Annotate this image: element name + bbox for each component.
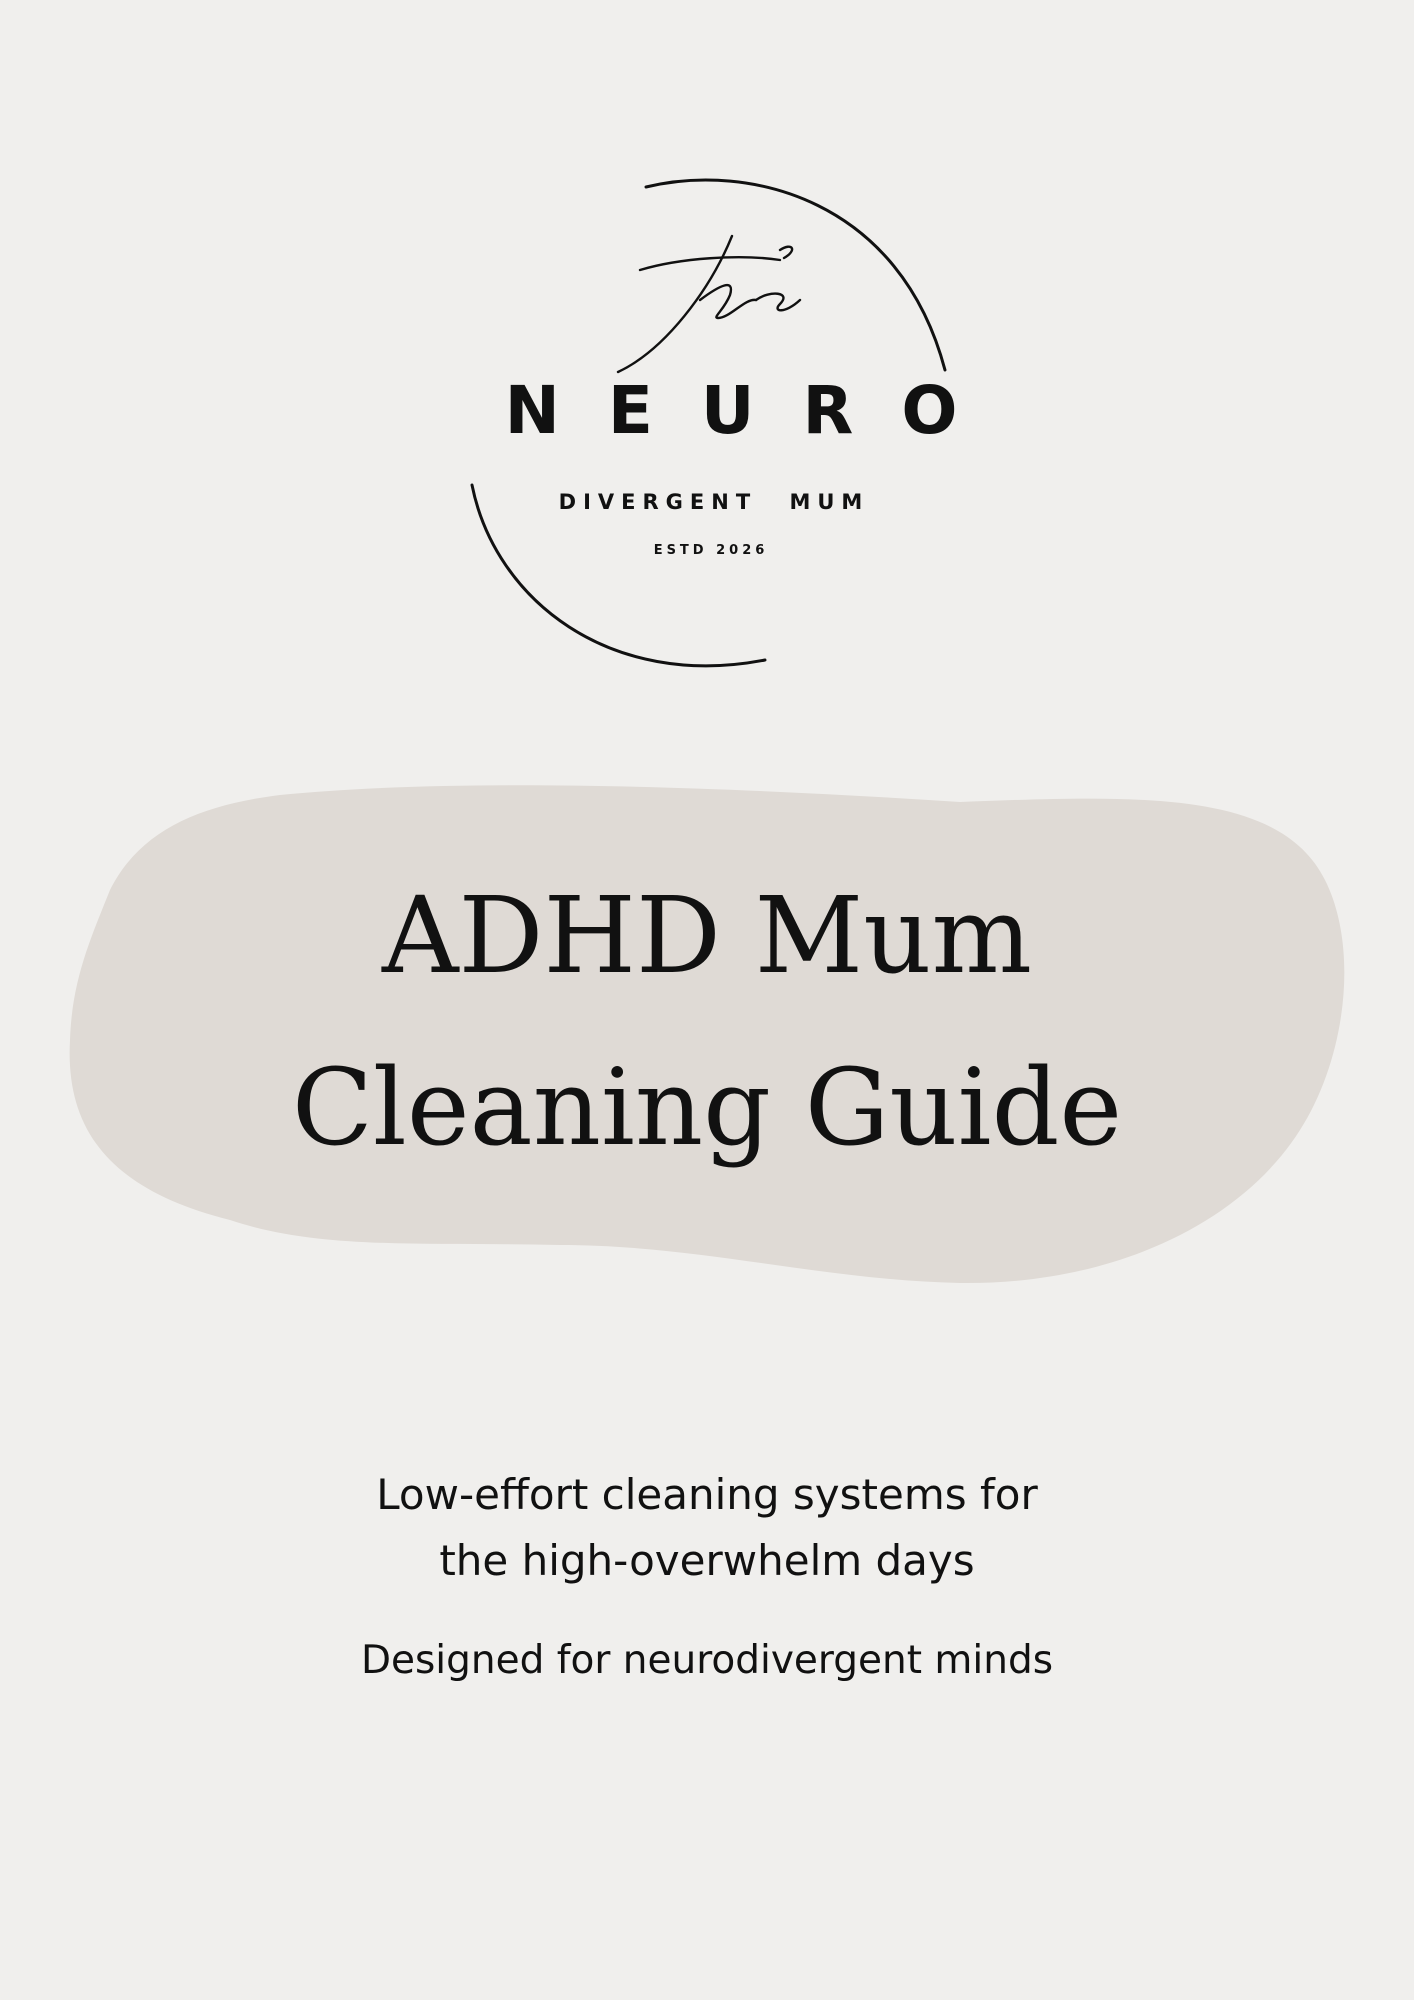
- page-tagline: Designed for neurodivergent minds: [360, 1638, 1054, 1683]
- page-title-line-1: ADHD Mum: [382, 874, 1032, 997]
- logo-neuro-wordmark: NEURO: [504, 372, 1006, 449]
- page-subtitle: [200, 1462, 1214, 1594]
- page-subtitle-line-1: Low-effort cleaning systems for: [376, 1470, 1038, 1519]
- logo-established-text: ESTD 2026: [653, 543, 769, 558]
- logo-divergent-mum-text: DIVERGENT MUM: [558, 490, 870, 514]
- page-subtitle-line-2: the high-overwhelm days: [439, 1536, 975, 1585]
- page-title: [170, 850, 1244, 1194]
- page-title-line-2: Cleaning Guide: [291, 1046, 1123, 1169]
